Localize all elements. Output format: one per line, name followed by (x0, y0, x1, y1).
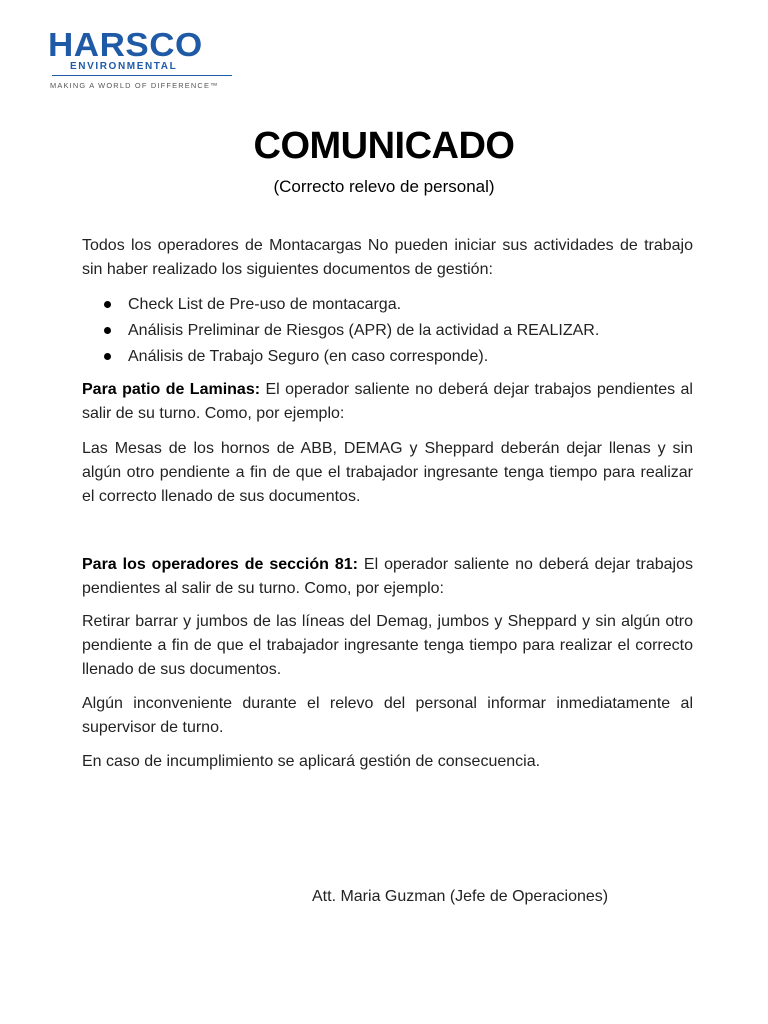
section-paragraph (82, 553, 693, 601)
company-logo (48, 26, 253, 90)
section-operadores-81 (82, 553, 693, 601)
document-subtitle: (Correcto relevo de personal) (273, 177, 495, 196)
section-text: El operador saliente no deberá dejar trabajos pendientes al salir de su turno. Como, por ejemplo: (82, 556, 694, 597)
section-detail-text: Las Mesas de los hornos de ABB, DEMAG y Sheppard deberán dejar llenas y sin algún otro pendiente a fin de que el trabajador ingresante tenga tiempo para realizar el correcto llenado de sus documentos. (82, 440, 693, 505)
signature: Att. Maria Guzman (Jefe de Operaciones) (312, 888, 609, 905)
bullet-icon (104, 327, 111, 334)
list-item-text: Análisis de Trabajo Seguro (en caso corresponde). (128, 348, 489, 365)
section-detail-text: Retirar barrar y jumbos de las líneas del Demag, jumbos y Sheppard y sin algún otro pendiente a fin de que el trabajador ingresante tenga tiempo para realizar el correcto llenado de sus documentos. (82, 613, 693, 678)
section-paragraph (82, 378, 693, 426)
consequence-text: En caso de incumplimiento se aplicará gestión de consecuencia. (82, 753, 541, 770)
list-item (82, 344, 693, 370)
notice-text: Algún inconveniente durante el relevo del personal informar inmediatamente al supervisor de turno. (82, 695, 693, 736)
logo-name: HARSCO (48, 26, 203, 63)
logo-subtitle: ENVIRONMENTAL (70, 61, 178, 72)
section-patio-laminas (82, 378, 693, 426)
logo-divider (52, 75, 232, 76)
bullet-icon (104, 353, 111, 360)
notice-paragraph (82, 692, 693, 740)
bullet-icon (104, 301, 111, 308)
requirements-list (82, 292, 693, 370)
section-text: El operador saliente no deberá dejar trabajos pendientes al salir de su turno. Como, por ejemplo: (82, 381, 693, 422)
list-item (82, 318, 693, 344)
intro-text: Todos los operadores de Montacargas No pueden iniciar sus actividades de trabajo sin haber realizado los siguientes documentos de gestión: (82, 237, 693, 278)
section-patio-laminas-detail (82, 437, 693, 509)
intro-paragraph (82, 234, 693, 282)
list-item-text: Check List de Pre-uso de montacarga. (128, 296, 402, 313)
list-item-text: Análisis Preliminar de Riesgos (APR) de la actividad a REALIZAR. (128, 322, 600, 339)
document-title: COMUNICADO (253, 125, 515, 167)
logo-tagline: MAKING A WORLD OF DIFFERENCE™ (50, 81, 219, 90)
section-heading: Para patio de Laminas: (82, 381, 261, 398)
list-item (82, 292, 693, 318)
consequence-paragraph (82, 750, 693, 774)
section-operadores-81-detail (82, 610, 693, 682)
section-heading: Para los operadores de sección 81: (82, 556, 358, 573)
